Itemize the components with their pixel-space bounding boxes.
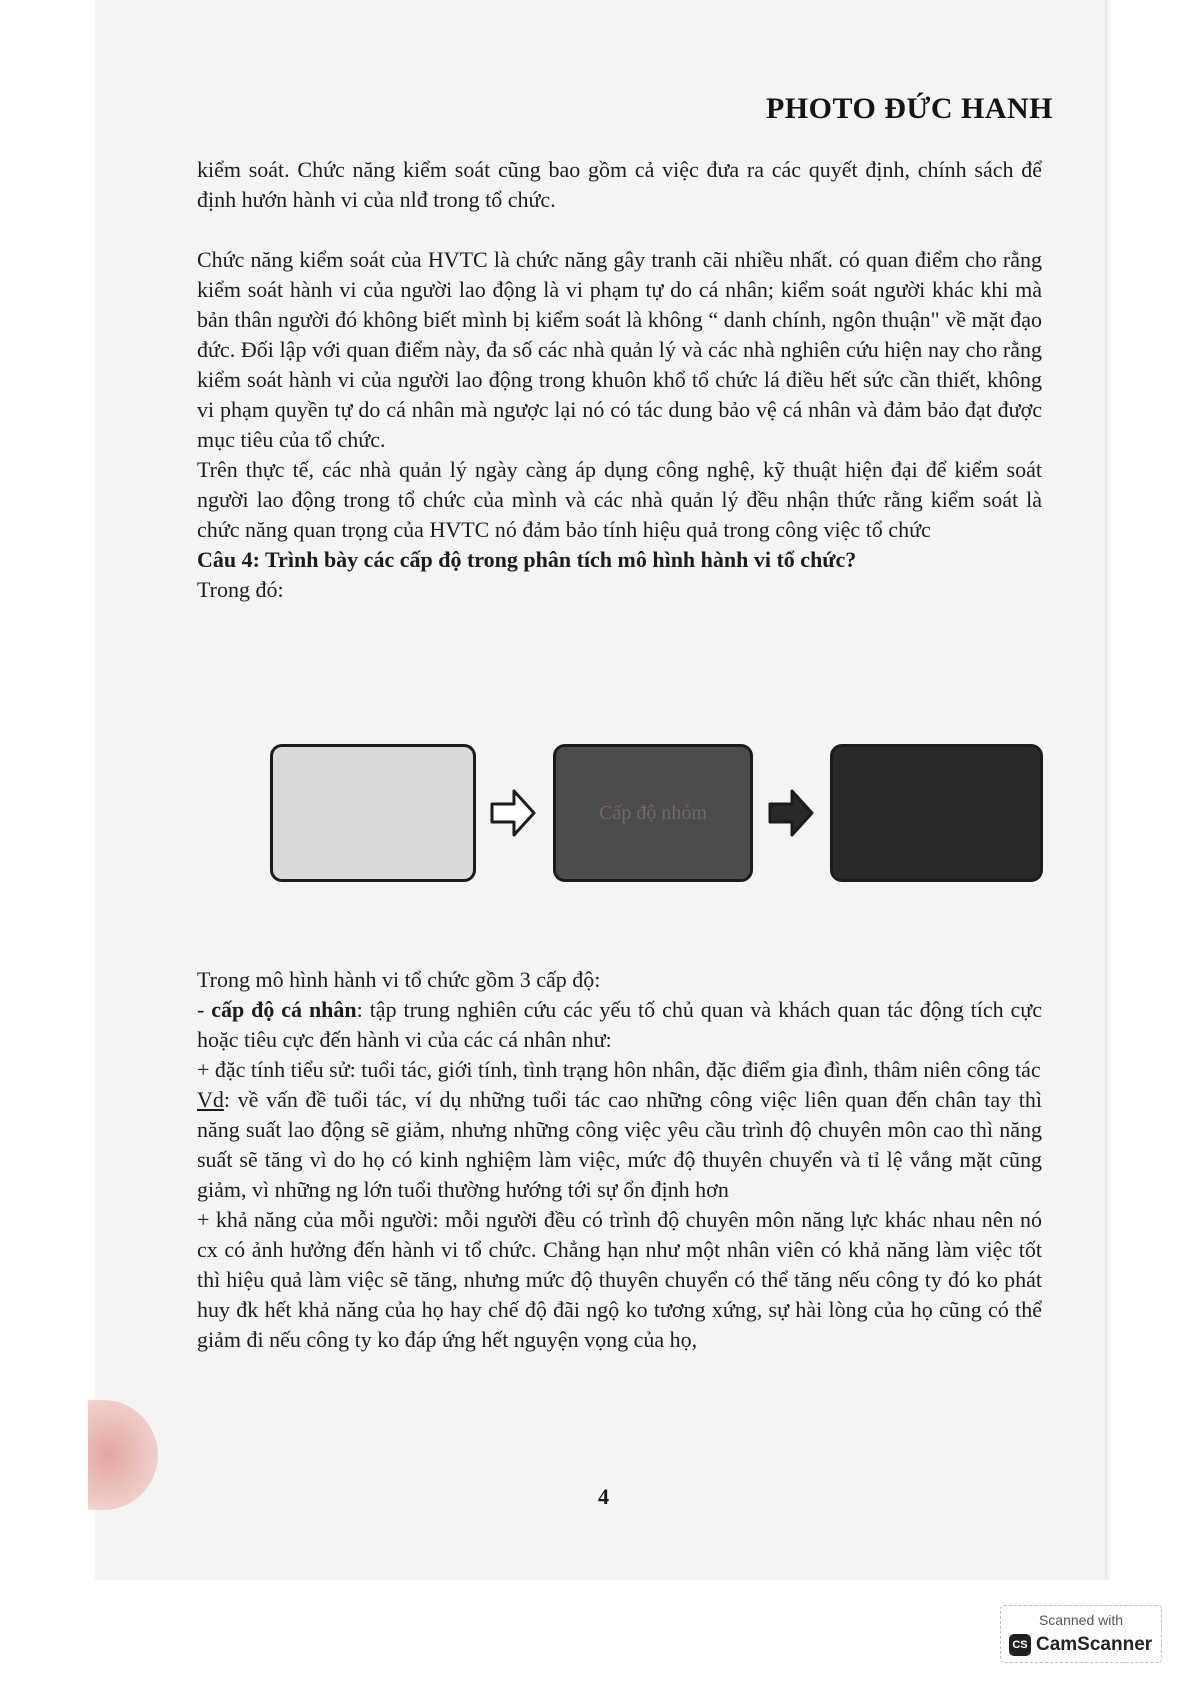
diagram-box-group (553, 744, 753, 882)
camscanner-brand-row (1009, 1634, 1152, 1656)
diagram-box-individual (270, 744, 476, 882)
example-label: Vd (197, 1087, 224, 1112)
levels-diagram (270, 740, 1045, 890)
question-heading: Câu 4: Trình bày các cấp độ trong phân tích mô hình hành vi tổ chức? (197, 547, 857, 572)
level-individual-paragraph (197, 995, 1042, 1055)
biographic-traits: + đặc tính tiểu sử: tuổi tác, giới tính, tình trạng hôn nhân, đặc điểm gia đình, thâm niên công tác (197, 1057, 1041, 1082)
paragraph-control-debate: Chức năng kiểm soát của HVTC là chức năng gây tranh cãi nhiều nhất. có quan điểm cho rằng kiểm soát hành vi của người lao động là vi phạm tự do cá nhân; kiểm soát người khác khi mà bản thân người đó không biết mình bị kiểm soát là không “ danh chính, ngôn thuận" về mặt đạo đức. Đối lập với quan điểm này, đa số các nhà quản lý và các nhà nghiên cứu hiện nay cho rằng kiểm soát hành vi của người lao động trong khuôn khổ tổ chức lá điều hết sức cần thiết, không vi phạm quyền tự do cá nhân mà ngược lại nó có tác dung bảo vệ cá nhân và đảm bảo đạt được mục tiêu của tổ chức. (197, 247, 1042, 452)
page-header-title: PHOTO ĐỨC HANH (765, 92, 1053, 125)
text-section-top (197, 155, 1042, 605)
diagram-box-organization (830, 744, 1043, 882)
paragraph-intro-control: kiểm soát. Chức năng kiểm soát cũng bao gồm cả việc đưa ra các quyết định, chính sách để định hướn hành vi của nlđ trong tổ chức. (197, 157, 1042, 212)
text-section-bottom (197, 965, 1042, 1355)
ability-paragraph: + khả năng của mỗi người: mỗi người đều có trình độ chuyên môn năng lực khác nhau nên nó cx có ảnh hưởng đến hành vi tổ chức. Chẳng hạn như một nhân viên có khả năng làm việc tốt thì hiệu quả làm việc sẽ tăng, nhưng mức độ thuyên chuyển có thể tăng nếu công ty đó ko phát huy đk hết khả năng của họ hay chế độ đãi ngộ ko tương xứng, sự hài lòng của họ cũng có thể giảm đi nếu công ty ko đáp ứng hết nguyện vọng của họ, (197, 1207, 1042, 1352)
level-individual-prefix: - (197, 997, 212, 1022)
camscanner-logo-icon: CS (1009, 1634, 1031, 1656)
camscanner-name: CamScanner (1036, 1634, 1153, 1655)
example-text: : về vấn đề tuổi tác, ví dụ những tuổi tác cao những công việc liên quan đến chân tay thì năng suất lao động sẽ giảm, nhưng những công việc yêu cầu trình độ chuyên môn cao thì năng suất sẽ tăng vì do họ có kinh nghiệm làm việc, mức độ thuyên chuyển và tỉ lệ vắng mặt cũng giảm, vì những ng lớn tuổi thường hướng tới sự ổn định hơn (197, 1087, 1042, 1202)
levels-intro: Trong mô hình hành vi tổ chức gồm 3 cấp độ: (197, 967, 601, 992)
level-individual-term: cấp độ cá nhân (211, 997, 357, 1022)
arrow-right-outline-icon (490, 788, 536, 838)
paragraph-practice: Trên thực tế, các nhà quản lý ngày càng áp dụng công nghệ, kỹ thuật hiện đại để kiểm soát người lao động trong tổ chức của mình và các nhà quản lý đều nhận thức rằng kiểm soát là chức năng quan trọng của HVTC nó đảm bảo tính hiệu quả trong công việc tổ chức (197, 457, 1042, 542)
trong-do-label: Trong đó: (197, 577, 284, 602)
camscanner-badge (1000, 1605, 1162, 1663)
page-number: 4 (598, 1484, 609, 1509)
level-individual-text: : tập trung nghiên cứu các yếu tố chủ quan và khách quan tác động tích cực hoặc tiêu cực đến hành vi của các cá nhân như: (197, 997, 1042, 1052)
arrow-right-filled-icon (768, 788, 814, 838)
diagram-box-2-label: Cấp độ nhóm (599, 802, 707, 824)
page-edge-shadow (1105, 0, 1111, 1580)
scanned-with-text: Scanned with (1038, 1612, 1124, 1628)
example-paragraph (197, 1085, 1042, 1205)
paragraph-gap (197, 215, 1042, 245)
